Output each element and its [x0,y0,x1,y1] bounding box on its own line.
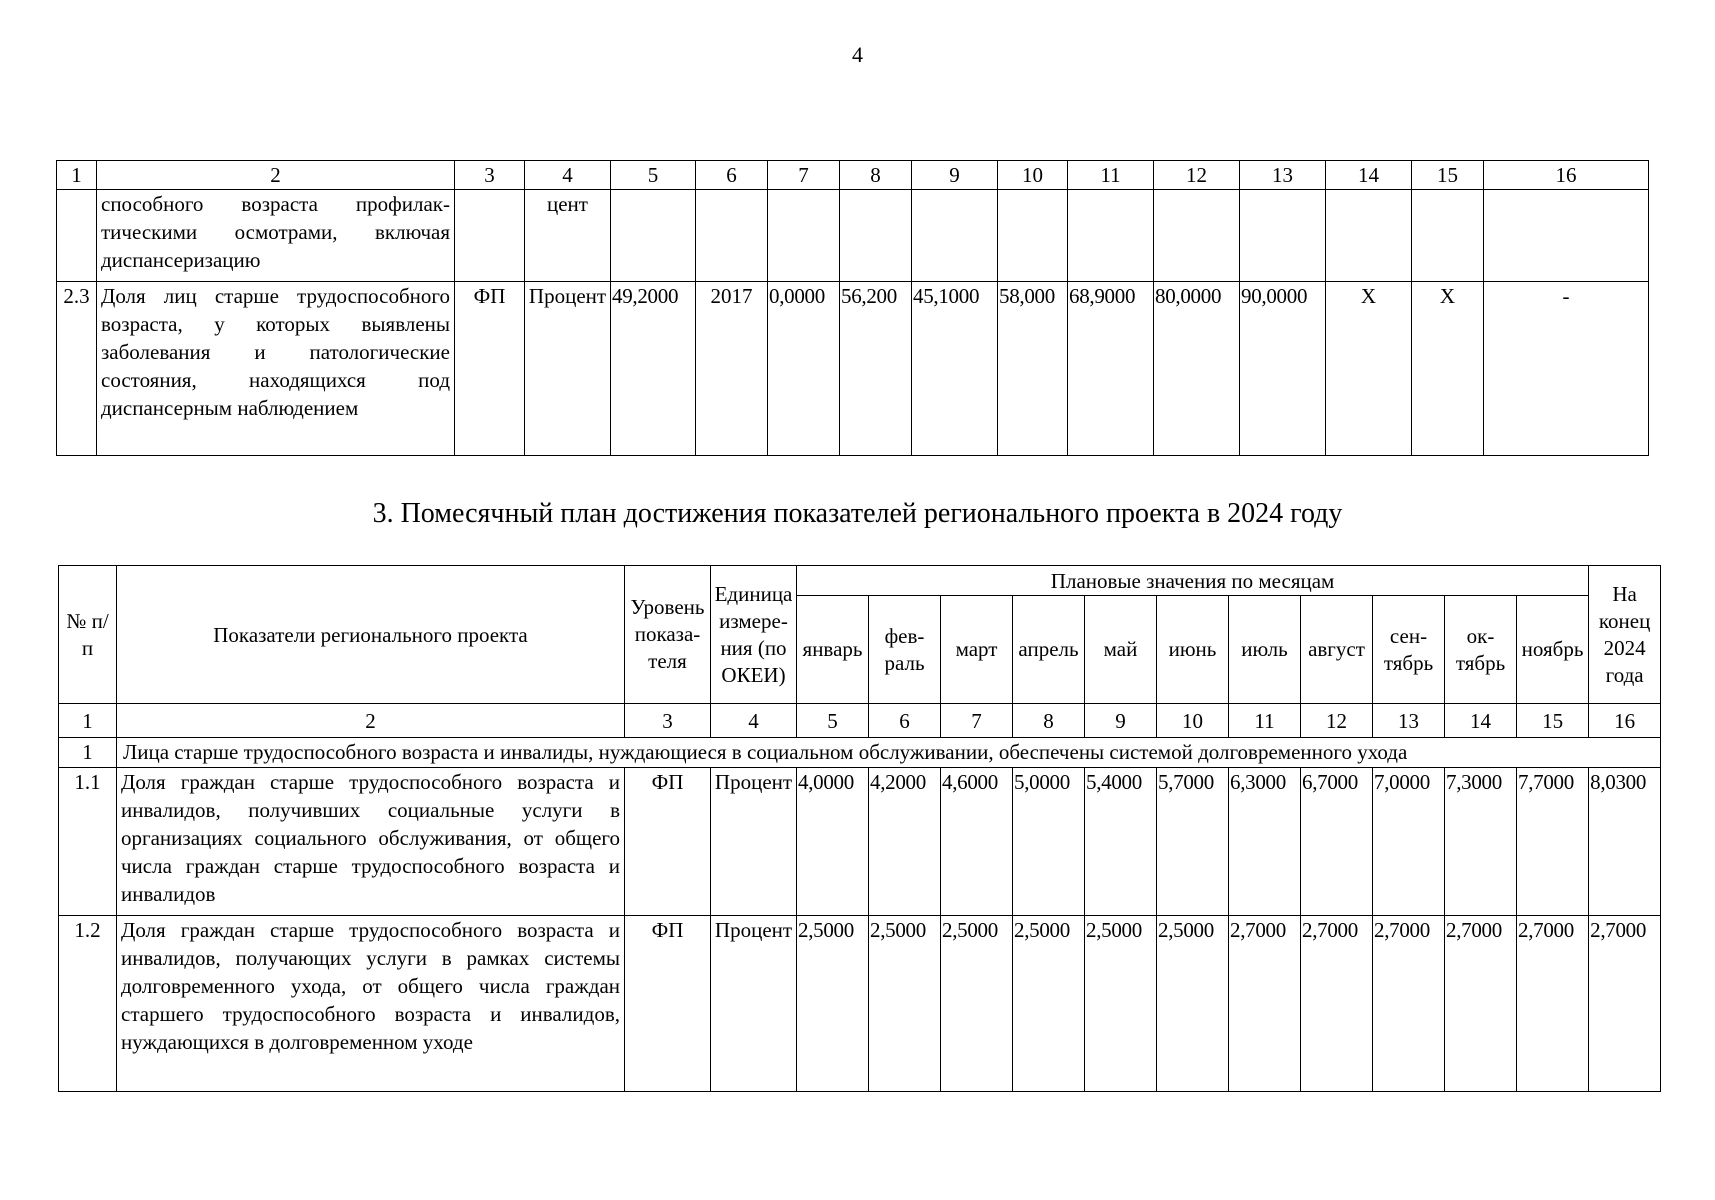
indicator-name: Доля лиц старше трудоспособного возраста, у которых выявлены заболевания и патологические состояния, находящихся под диспансерным наблюдением [97,282,455,456]
header-indicator: Показатели регионального проекта [117,566,625,704]
value-cell: 58,000 [998,282,1068,456]
page-number: 4 [852,42,863,67]
value-cell: 2,5000 [1157,916,1229,1092]
unit-cell: Процент [711,916,797,1092]
value-cell: 4,2000 [869,768,941,916]
value-cell: 2,5000 [1013,916,1085,1092]
group-number: 1 [59,738,117,768]
col-number: 9 [1085,704,1157,738]
value-cell: 2,7000 [1517,916,1589,1092]
value-cell: 80,0000 [1154,282,1240,456]
header-month: апрель [1013,596,1085,704]
row-number: 2.3 [57,282,97,456]
value-cell [1154,190,1240,282]
col-number: 13 [1373,704,1445,738]
header-month: март [941,596,1013,704]
header-end-of-year: На конец 2024 года [1589,566,1661,704]
note-cell [1484,190,1649,282]
header-month: ноябрь [1517,596,1589,704]
indicator-name: Доля граждан старше трудоспособного возраста и инвалидов, получающих услуги в рамках системы долговременного ухода, от общего числа граждан старшего трудоспособного возраста и инвалидов, нуждающихся в долговременном уходе [117,916,625,1092]
col-number: 2 [97,161,455,190]
value-cell: 2,7000 [1589,916,1661,1092]
value-cell: 0,0000 [768,282,840,456]
col-number: 4 [525,161,611,190]
value-cell: 5,0000 [1013,768,1085,916]
group-row [59,738,1661,768]
col-number: 12 [1301,704,1373,738]
col-number: 6 [696,161,768,190]
table-row [59,768,1661,916]
value-cell: 7,7000 [1517,768,1589,916]
indicator-level [455,190,525,282]
col-number: 9 [912,161,998,190]
col-number: 16 [1484,161,1649,190]
col-number: 13 [1240,161,1326,190]
value-cell: 49,2000 [611,282,696,456]
value-cell: 6,3000 [1229,768,1301,916]
header-month: май [1085,596,1157,704]
value-cell: 5,4000 [1085,768,1157,916]
value-cell: 2,7000 [1229,916,1301,1092]
value-cell: 45,1000 [912,282,998,456]
indicator-name: Доля граждан старше трудоспособного возраста и инвалидов, получивших социальные услуги в организациях социального обслуживания, от общего числа граждан старше трудоспособного возраста и инвалидов [117,768,625,916]
table-row [57,190,1649,282]
value-cell: 6,7000 [1301,768,1373,916]
col-number: 7 [768,161,840,190]
header-level: Уровень показателя [625,566,711,704]
col-number: 11 [1068,161,1154,190]
value-cell: X [1412,282,1484,456]
header-month: июль [1229,596,1301,704]
col-number: 3 [625,704,711,738]
value-cell: 2,7000 [1445,916,1517,1092]
value-cell: 5,7000 [1157,768,1229,916]
col-number: 10 [1157,704,1229,738]
header-month: август [1301,596,1373,704]
value-cell: 2,5000 [797,916,869,1092]
header-month: февраль [869,596,941,704]
row-number: 1.2 [59,916,117,1092]
header-month: сентябрь [1373,596,1445,704]
column-number-row [59,704,1661,738]
value-cell: 2,5000 [941,916,1013,1092]
value-cell: 56,200 [840,282,912,456]
value-cell: 7,3000 [1445,768,1517,916]
header-month: июнь [1157,596,1229,704]
col-number: 4 [711,704,797,738]
unit-cell: цент [525,190,611,282]
unit-cell: Процент [525,282,611,456]
col-number: 16 [1589,704,1661,738]
monthly-plan-table [58,565,1661,1092]
col-number: 5 [797,704,869,738]
col-number: 3 [455,161,525,190]
group-title: Лица старше трудоспособного возраста и инвалиды, нуждающиеся в социальном обслуживании, обеспечены системой долговременного ухода [117,738,1661,768]
col-number: 11 [1229,704,1301,738]
value-cell [611,190,696,282]
col-number: 2 [117,704,625,738]
value-cell: 4,0000 [797,768,869,916]
header-row [59,566,1661,596]
col-number: 1 [59,704,117,738]
row-number [57,190,97,282]
value-cell: 7,0000 [1373,768,1445,916]
header-month: январь [797,596,869,704]
indicator-level: ФП [625,768,711,916]
value-cell [1240,190,1326,282]
value-cell: 68,9000 [1068,282,1154,456]
value-cell [912,190,998,282]
value-cell [998,190,1068,282]
value-cell: 2,7000 [1373,916,1445,1092]
value-cell [1326,190,1412,282]
indicator-level: ФП [625,916,711,1092]
value-cell: 8,0300 [1589,768,1661,916]
header-planned-values: Плановые значения по месяцам [797,566,1589,596]
value-cell [1068,190,1154,282]
unit-cell: Процент [711,768,797,916]
value-cell: X [1326,282,1412,456]
value-cell: 90,0000 [1240,282,1326,456]
col-number: 1 [57,161,97,190]
table-row [57,282,1649,456]
indicator-level: ФП [455,282,525,456]
value-cell [840,190,912,282]
col-number: 15 [1517,704,1589,738]
table-row [59,916,1661,1092]
col-number: 14 [1326,161,1412,190]
column-number-row [57,161,1649,190]
col-number: 8 [840,161,912,190]
col-number: 12 [1154,161,1240,190]
value-cell: 4,6000 [941,768,1013,916]
note-cell: - [1484,282,1649,456]
indicator-name: способного возраста профилактическими осмотрами, включая диспансеризацию [97,190,455,282]
col-number: 14 [1445,704,1517,738]
section-title: 3. Помесячный план достижения показателей регионального проекта в 2024 году [372,498,1343,529]
header-num: № п/п [59,566,117,704]
header-month: октябрь [1445,596,1517,704]
col-number: 7 [941,704,1013,738]
value-cell [1412,190,1484,282]
indicators-table-continued [56,160,1649,456]
value-cell: 2,5000 [869,916,941,1092]
col-number: 10 [998,161,1068,190]
value-cell [768,190,840,282]
value-cell: 2,5000 [1085,916,1157,1092]
row-number: 1.1 [59,768,117,916]
col-number: 6 [869,704,941,738]
value-cell: 2,7000 [1301,916,1373,1092]
col-number: 8 [1013,704,1085,738]
col-number: 15 [1412,161,1484,190]
col-number: 5 [611,161,696,190]
value-cell [696,190,768,282]
header-unit: Единица измерения (по ОКЕИ) [711,566,797,704]
value-cell: 2017 [696,282,768,456]
